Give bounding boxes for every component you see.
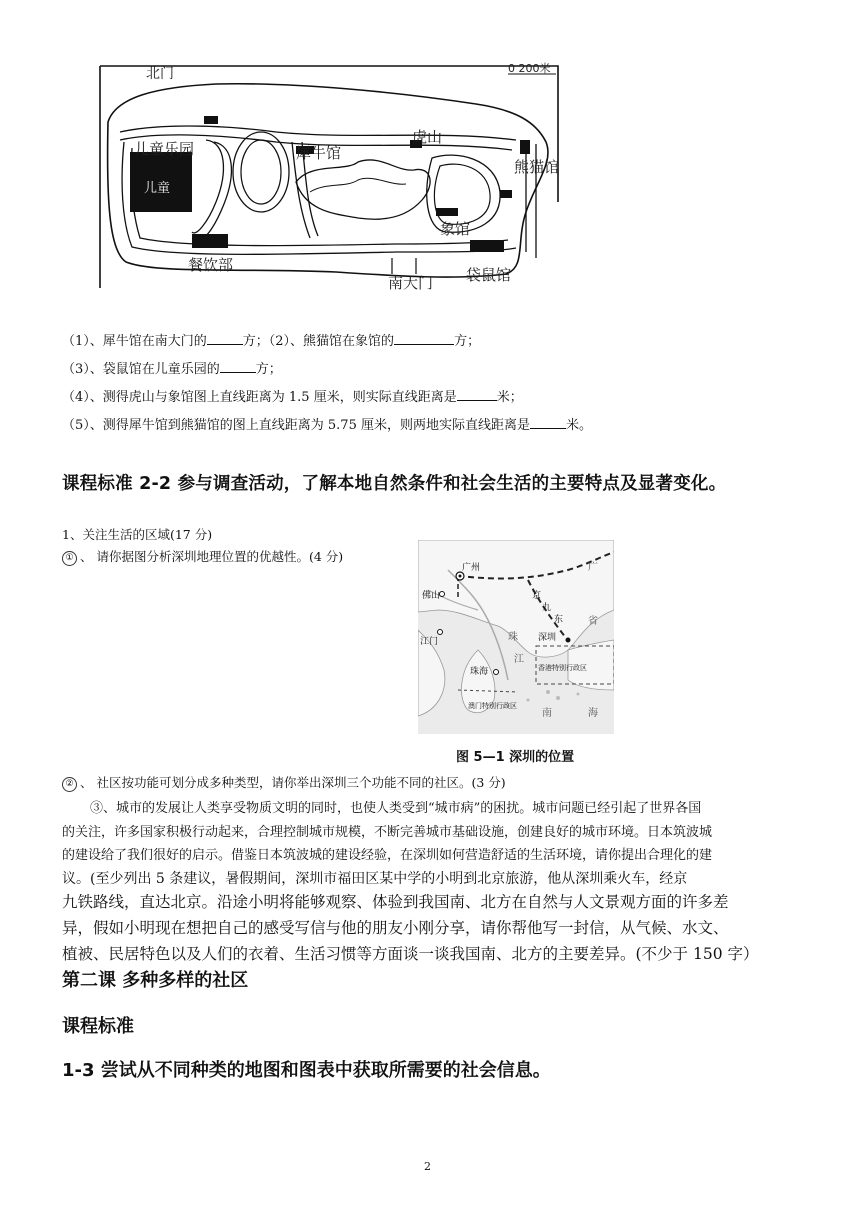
paragraph-line: 的关注，许多国家积极行动起来，合理控制城市规模，不断完善城市基础设施，创建良好的城市环境。日本筑波城 <box>62 824 713 840</box>
label-jiu: 九 <box>542 603 552 613</box>
lesson-2-title: 第二课 多种多样的社区 <box>62 970 249 991</box>
answer-blank[interactable] <box>207 331 243 345</box>
label-jing: 京 <box>532 591 542 601</box>
label-sheng: 省 <box>588 616 598 627</box>
item-number-circle: ② <box>62 777 77 792</box>
label-dong: 东 <box>554 615 564 625</box>
page-number: 2 <box>424 1160 431 1173</box>
label-children-inner: 儿童 <box>144 181 171 196</box>
question-5: （5）、测得犀牛馆到熊猫馆的图上直线距离为 5.75 厘米，则两地实际直线距离是 米。 <box>62 415 592 435</box>
standard-1-3-heading: 1-3 尝试从不同种类的地图和图表中获取所需要的社会信息。 <box>62 1060 551 1081</box>
letter-task-paragraph <box>62 889 810 967</box>
label-children-park: 儿童乐园 <box>134 140 195 158</box>
label-zhu: 珠 <box>508 632 518 643</box>
answer-blank[interactable] <box>530 415 566 429</box>
question-1-2: （1）、犀牛馆在南大门的 方；（2）、熊猫馆在象馆的 方； <box>62 331 480 351</box>
paragraph-line: 的建设给了我们很好的启示。借鉴日本筑波城的建设经验，在深圳如何营造舒适的生活环境，请你提出合理化的建 <box>62 848 713 863</box>
label-macau: 澳门特别行政区 <box>468 702 517 710</box>
question-3: （3）、袋鼠馆在儿童乐园的 方； <box>62 359 282 379</box>
standard-2-2-heading: 课程标准 2-2 参与调查活动，了解本地自然条件和社会生活的主要特点及显著变化。 <box>62 474 727 494</box>
zoo-map-figure <box>96 62 564 292</box>
label-panda-house: 熊猫馆 <box>514 158 560 176</box>
label-jiang: 江 <box>514 654 524 665</box>
label-hai: 海 <box>588 708 598 719</box>
figure-caption: 图 5—1 深圳的位置 <box>456 750 575 765</box>
central-lake <box>296 160 430 219</box>
question-4: （4）、测得虎山与象馆图上直线距离为 1.5 厘米，则实际直线距离是 米； <box>62 387 523 407</box>
label-foshan: 佛山 <box>422 591 441 601</box>
label-north-gate: 北门 <box>146 66 174 82</box>
answer-blank[interactable] <box>457 387 497 401</box>
label-elephant-house: 象馆 <box>440 220 471 238</box>
paragraph-line: 九铁路线，直达北京。沿途小明将能够观察、体验到我国南、北方在自然与人文景观方面的许多差 <box>62 893 729 911</box>
label-hk: 香港特别行政区 <box>538 664 587 672</box>
section-1-item-2: ② 、 社区按功能可划分成多种类型，请你举出深圳三个功能不同的社区。(3 分) <box>62 774 506 792</box>
label-guangzhou: 广州 <box>462 563 481 573</box>
section-1-title: 1、关注生活的区域(17 分) <box>62 527 213 542</box>
label-zhuhai: 珠海 <box>470 667 489 677</box>
answer-blank[interactable] <box>394 331 454 345</box>
label-guang: 广 <box>588 562 598 573</box>
restaurant-block <box>192 234 228 248</box>
shenzhen-marker <box>566 638 571 643</box>
label-shenzhen: 深圳 <box>538 633 557 643</box>
question-3-paragraph <box>62 797 810 891</box>
label-rhino-house: 犀牛馆 <box>296 144 342 162</box>
section-1-item-1: ① 、 请你据图分析深圳地理位置的优越性。(4 分) <box>62 548 343 566</box>
paragraph-line: 异，假如小明现在想把自己的感受写信与他的朋友小刚分享，请你帮他写一封信，从气候、水文、 <box>62 919 729 937</box>
label-nan: 南 <box>542 708 552 719</box>
label-jiangmen: 江门 <box>420 637 439 647</box>
label-tiger-hill: 虎山 <box>412 128 443 146</box>
paragraph-line: 议。(至少列出 5 条建议，暑假期间，深圳市福田区某中学的小明到北京旅游，他从深圳乘火车，经京 <box>62 870 688 887</box>
item-number-circle: ① <box>62 551 77 566</box>
label-kangaroo-house: 袋鼠馆 <box>466 266 512 284</box>
label-scale: 0 200米 <box>508 62 551 75</box>
kangaroo-block <box>470 240 504 252</box>
label-restaurant: 餐饮部 <box>188 256 234 274</box>
answer-blank[interactable] <box>220 359 256 373</box>
course-standard-heading: 课程标准 <box>62 1016 134 1037</box>
paragraph-line: ③、城市的发展让人类享受物质文明的同时，也使人类受到“城市病”的困扰。城市问题已经引起了世界各国 <box>90 801 702 816</box>
shenzhen-location-map <box>418 540 614 734</box>
paragraph-line: 植被、民居特色以及人们的衣着、生活习惯等方面谈一谈我国南、北方的主要差异。(不少于 150 字） <box>62 945 759 963</box>
label-south-gate: 南大门 <box>388 274 434 292</box>
